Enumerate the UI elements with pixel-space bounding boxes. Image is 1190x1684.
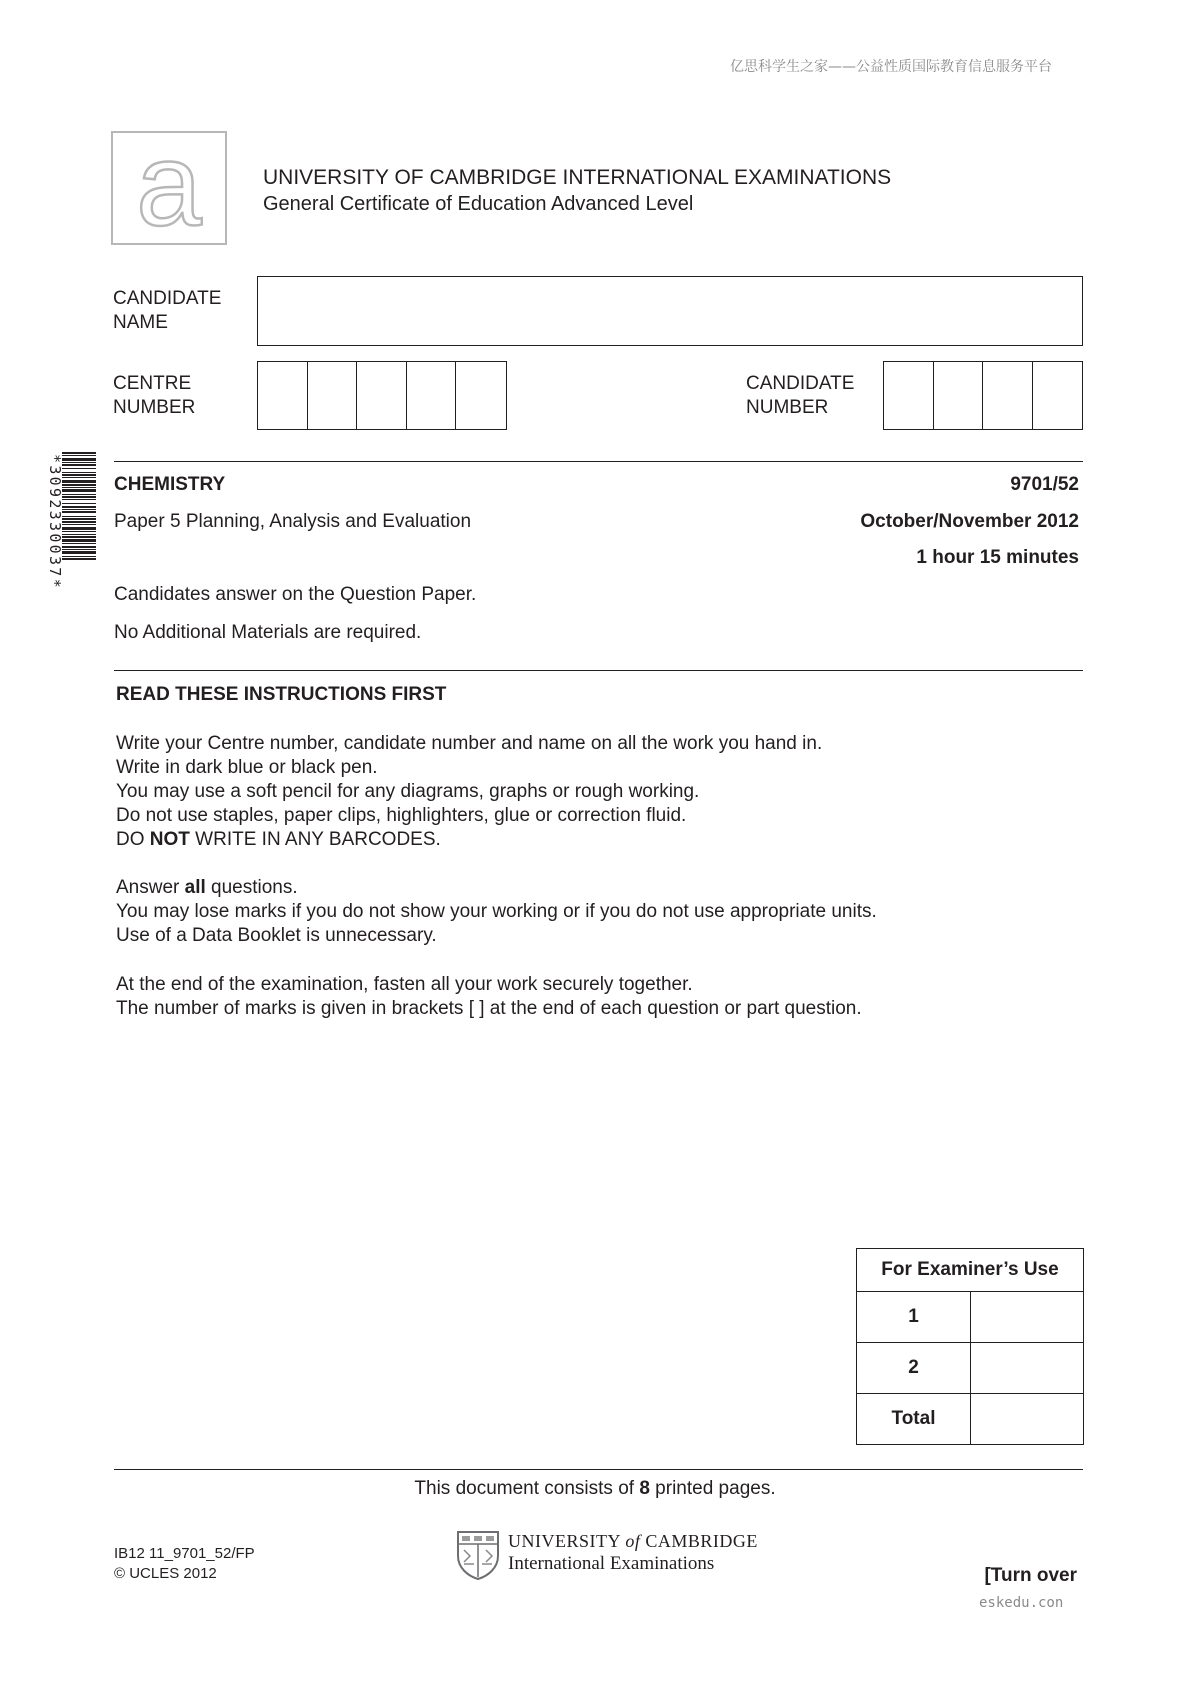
barcode-bar [62, 556, 96, 557]
barcode-bar [62, 477, 96, 478]
divider [114, 1469, 1083, 1470]
exam-session: October/November 2012 [860, 511, 1079, 532]
barcode-bar [62, 516, 96, 517]
candidate-number-cell[interactable] [934, 362, 984, 429]
footer-ref [114, 1544, 255, 1584]
barcode-bar [62, 455, 96, 456]
instruction-line: Do not use staples, paper clips, highlighters, glue or correction fluid. [116, 805, 687, 826]
barcode-bar [62, 452, 96, 454]
barcode-bar [62, 487, 96, 488]
barcode-bar [62, 534, 96, 535]
subject-title: CHEMISTRY [114, 474, 226, 495]
barcode [40, 452, 96, 658]
candidate-number-label: CANDIDATE NUMBER [746, 373, 855, 418]
barcode-bar [62, 539, 96, 542]
paper-code: 9701/52 [1010, 474, 1079, 495]
turn-over-label: [Turn over [984, 1565, 1077, 1586]
bottom-watermark: eskedu.con [979, 1595, 1064, 1611]
examiner-use-table [856, 1248, 1084, 1445]
instruction-line: The number of marks is given in brackets [ ] at the end of each question or part question. [116, 998, 862, 1019]
barcode-bar [62, 524, 96, 525]
barcode-bar [62, 503, 96, 504]
examiner-mark-cell [971, 1394, 1084, 1445]
centre-number-cell[interactable] [258, 362, 308, 429]
logo-line-1: UNIVERSITY of CAMBRIDGE [508, 1531, 758, 1551]
barcode-bar [62, 484, 96, 486]
qualification-name: General Certificate of Education Advanced Level [263, 193, 694, 215]
page-count-note: This document consists of 8 printed pages. [414, 1478, 776, 1499]
instructions-group-3 [116, 973, 862, 1021]
examiner-table-heading: For Examiner’s Use [857, 1249, 1084, 1292]
instruction-line: Use of a Data Booklet is unnecessary. [116, 925, 437, 946]
instruction-line: DO NOT WRITE IN ANY BARCODES. [116, 829, 441, 850]
centre-number-boxes[interactable] [257, 361, 507, 430]
barcode-bar [62, 489, 96, 492]
crest-icon [456, 1530, 500, 1580]
barcode-bar [62, 494, 96, 495]
instruction-line: Write your Centre number, candidate number and name on all the work you hand in. [116, 733, 823, 754]
top-watermark: 亿思科学生之家——公益性质国际教育信息服务平台 [730, 59, 1052, 75]
candidate-name-field[interactable] [257, 276, 1083, 346]
barcode-bar [62, 464, 96, 466]
barcode-bar [62, 511, 96, 513]
barcode-bar [62, 506, 96, 508]
barcode-bar [62, 551, 96, 554]
candidate-name-label: CANDIDATE NAME [113, 288, 222, 333]
cie-a-logo [111, 131, 227, 245]
barcode-text: *3092330037* [46, 454, 64, 590]
instruction-line: Write in dark blue or black pen. [116, 757, 378, 778]
examiner-row-label: 2 [857, 1343, 971, 1394]
barcode-bar [62, 521, 96, 523]
logo-letter: a [136, 133, 202, 243]
barcode-bar [62, 468, 96, 469]
centre-number-label: CENTRE NUMBER [113, 373, 196, 418]
barcode-bar [62, 474, 96, 476]
exam-board-header [263, 165, 891, 217]
candidate-number-cell[interactable] [1033, 362, 1083, 429]
paper-title: Paper 5 Planning, Analysis and Evaluation [114, 511, 472, 532]
centre-number-cell[interactable] [357, 362, 407, 429]
instruction-line: You may lose marks if you do not show your working or if you do not use appropriate units. [116, 901, 877, 922]
barcode-bar [62, 462, 96, 463]
barcode-bar [62, 472, 96, 473]
barcode-bar [62, 499, 96, 500]
centre-number-cell[interactable] [308, 362, 358, 429]
barcode-bar [62, 543, 96, 544]
barcode-bar [62, 546, 96, 548]
candidate-number-boxes[interactable] [883, 361, 1083, 430]
university-name: UNIVERSITY OF CAMBRIDGE INTERNATIONAL EXAMINATIONS [263, 166, 892, 189]
examiner-row-label: Total [857, 1394, 971, 1445]
instruction-line: At the end of the examination, fasten all your work securely together. [116, 974, 693, 995]
barcode-bar [62, 536, 96, 538]
candidate-number-cell[interactable] [884, 362, 934, 429]
barcode-bar [62, 509, 96, 510]
instruction-line: You may use a soft pencil for any diagrams, graphs or rough working. [116, 781, 700, 802]
examiner-mark-cell [971, 1343, 1084, 1394]
copyright: © UCLES 2012 [114, 1565, 217, 1582]
barcode-bar [62, 531, 96, 532]
instructions-group-2 [116, 876, 877, 948]
barcode-bar [62, 496, 96, 498]
examiner-mark-cell [971, 1292, 1084, 1343]
barcode-bar [62, 558, 96, 560]
candidate-number-cell[interactable] [983, 362, 1033, 429]
instructions-heading: READ THESE INSTRUCTIONS FIRST [116, 684, 447, 705]
document-ref: IB12 11_9701_52/FP [114, 1545, 255, 1562]
centre-number-cell[interactable] [407, 362, 457, 429]
exam-duration: 1 hour 15 minutes [916, 547, 1079, 568]
divider [114, 670, 1083, 671]
barcode-bar [62, 518, 96, 520]
instruction-line: Answer all questions. [116, 877, 298, 898]
barcode-bar [62, 480, 96, 483]
barcode-bar [62, 549, 96, 550]
instructions-group-1 [116, 732, 822, 852]
examiner-row-label: 1 [857, 1292, 971, 1343]
barcode-bar [62, 458, 96, 461]
centre-number-cell[interactable] [456, 362, 506, 429]
logo-line-2: International Examinations [508, 1553, 715, 1574]
barcode-bar [62, 527, 96, 530]
answer-note: Candidates answer on the Question Paper. [114, 584, 477, 605]
materials-note: No Additional Materials are required. [114, 622, 422, 643]
divider [114, 461, 1083, 462]
